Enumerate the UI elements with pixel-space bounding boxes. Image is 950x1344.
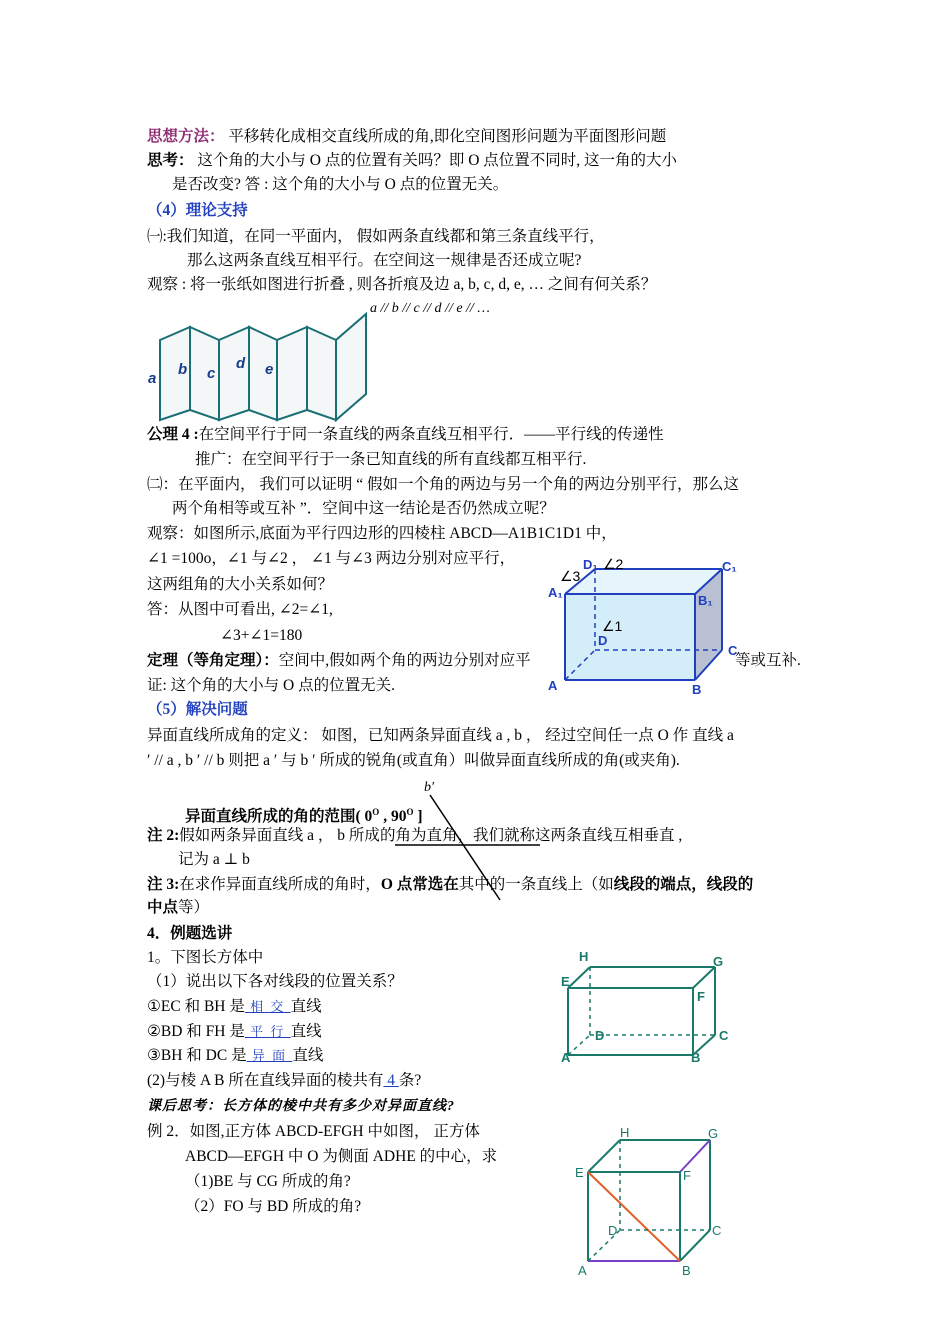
note-3-line (147, 875, 753, 895)
example-1-item2 (147, 1022, 322, 1042)
edge-BC (680, 1230, 710, 1261)
note-3-text-c: 其中的一条直线上（如 (458, 876, 614, 893)
para-2-line1: ㈡：在平面内， 我们可以证明 “ 假如一个角的两边与另一个角的两边分别平行，那么这 (147, 476, 740, 493)
axiom-4-generalization: 推广：在空间平行于一条已知直线的所有直线都互相平行. (195, 451, 587, 468)
label-C1: C₁ (722, 559, 737, 574)
box2-label-F: F (683, 1168, 691, 1183)
edge-FG (693, 967, 715, 988)
para-1-line2: 那么这两条直线互相平行。在空间这一规律是否还成立呢? (187, 252, 582, 269)
box2-label-E: E (575, 1165, 584, 1180)
think-line (147, 151, 677, 171)
example-2-q1: （1)BE 与 CG 所成的角? (185, 1173, 351, 1190)
fold-label-a: a (148, 370, 157, 387)
b-prime-label: b′ (424, 780, 435, 795)
example-2-line2: ABCD—EFGH 中 O 为侧面 ADHE 的中心，求 (185, 1148, 498, 1165)
box2-label-H: H (620, 1125, 630, 1140)
angle-question: 这两组角的大小关系如何？ (147, 576, 334, 593)
box1-label-G: G (713, 954, 724, 969)
prism-front-face (565, 594, 695, 680)
item1-suffix: 直线 (290, 998, 322, 1015)
label-A: A (548, 678, 558, 693)
fold-label-b: b (178, 361, 188, 378)
angle-range-end: ] (413, 808, 423, 826)
method-text: 平移转化成相交直线所成的角,即化空间图形问题为平面图形问题 (228, 128, 667, 145)
label-C: C (728, 643, 738, 658)
angle-range-sup1: O (372, 807, 380, 817)
examples-heading: 4．例题选讲 (147, 925, 233, 942)
think-text: 这个角的大小与 O 点的位置有关吗？即 O 点位置不同时, 这一角的大小 (197, 152, 678, 169)
note-3-text-a: 在求作异面直线所成的角时， (179, 876, 381, 893)
theorem-line (147, 651, 531, 671)
box1-label-D: D (595, 1028, 605, 1043)
theorem-label: 定理（等角定理）： (147, 652, 279, 669)
answer-line1: 答：从图中可看出, ∠2=∠1, (147, 601, 333, 618)
label-D1: D₁ (583, 557, 598, 572)
item2-suffix: 直线 (290, 1023, 322, 1040)
box1-label-A: A (561, 1050, 571, 1065)
example-2-q2: （2）FO 与 BD 所成的角? (185, 1198, 362, 1215)
folded-paper-figure (140, 310, 380, 425)
label-angle-3: ∠3 (560, 568, 581, 584)
fold-label-d: d (236, 355, 246, 372)
note-2-label: 注 2: (147, 827, 180, 844)
parallel-chain: a // b // c // d // e // … (370, 301, 490, 316)
cube-figure (570, 1125, 730, 1285)
box2-label-D: D (608, 1223, 618, 1238)
proof-line: 证: 这个角的大小与 O 点的位置无关. (147, 677, 396, 694)
note-2-text-b: 的角为直角，我们就称这两条直线互相垂直 , (379, 827, 683, 844)
q2-suffix: 条? (398, 1072, 422, 1089)
method-line (147, 127, 666, 147)
box2-label-C: C (712, 1223, 722, 1238)
box1-label-F: F (697, 989, 705, 1004)
example-1-item1 (147, 997, 322, 1017)
angle-range-label: 异面直线所成的角的范围( 0 (185, 808, 373, 826)
box1-label-B: B (691, 1050, 701, 1065)
fold-label-e: e (265, 361, 274, 378)
para-1-line1: ㈠:我们知道，在同一平面内， 假如两条直线都和第三条直线平行， (147, 228, 605, 245)
section-theory-heading: （4）理论支持 (147, 202, 248, 219)
angle-relations-text: ∠1 =100o，∠1 与∠2 ， ∠1 与∠3 两边分别对应平行， (147, 550, 516, 567)
item2-text: ②BD 和 FH 是 (147, 1023, 245, 1040)
think-answer: 是否改变? 答 : 这个角的大小与 O 点的位置无关。 (172, 176, 509, 193)
label-D: D (598, 633, 608, 648)
theorem-text: 空间中,假如两个角的两边分别对应平 (278, 652, 531, 669)
note-2-text-a: 假如两条异面直线 a ， b 所成 (179, 827, 380, 844)
box2-label-B: B (682, 1263, 691, 1278)
axiom-4-label: 公理 4 : (147, 426, 199, 443)
item1-answer: 相 交 (244, 999, 291, 1014)
item2-answer: 平 行 (244, 1024, 291, 1039)
edge-AD-hidden (568, 1035, 590, 1055)
example-1-q2 (147, 1071, 421, 1091)
fold-panel (219, 327, 249, 420)
prism-figure (540, 555, 760, 700)
fold-label-c: c (207, 365, 216, 382)
fold-panel (336, 314, 366, 420)
cuboid-figure (555, 950, 745, 1065)
example-1-q1: （1）说出以下各对线段的位置关系？ (147, 973, 403, 990)
answer-line2: ∠3+∠1=180 (220, 627, 303, 644)
theorem-tail: 等或互补. (735, 652, 801, 669)
note-3-midpoint: 中点 (147, 899, 179, 916)
fold-panel (277, 327, 307, 420)
fold-panel (307, 327, 336, 420)
item1-text: ①EC 和 BH 是 (147, 998, 245, 1015)
label-B: B (692, 682, 702, 697)
think-label: 思考： (147, 152, 194, 169)
item3-text: ③BH 和 DC 是 (147, 1047, 247, 1064)
box1-label-C: C (719, 1028, 729, 1043)
label-B1: B₁ (698, 593, 713, 608)
box1-label-E: E (561, 974, 570, 989)
angle-range-mid: , 90 (379, 808, 407, 826)
example-1-title: 1。下图长方体中 (147, 949, 264, 966)
note-3-line2 (147, 898, 209, 918)
observe-prism-text: 观察：如图所示,底面为平行四边形的四棱柱 ABCD—A1B1C1D1 中， (147, 525, 617, 542)
q2-answer: 4 (383, 1072, 399, 1089)
item3-suffix: 直线 (292, 1047, 324, 1064)
example-2-line1: 例 2．如图,正方体 ABCD-EFGH 中如图， 正方体 (147, 1123, 480, 1140)
label-A1: A₁ (548, 585, 563, 600)
q2-text: (2)与棱 A B 所在直线异面的棱共有 (147, 1072, 384, 1089)
section-solve-heading: （5）解决问题 (147, 701, 248, 718)
note-3-label: 注 3: (147, 876, 180, 893)
angle-range-sup2: O (406, 807, 414, 817)
note-3-text-b: O 点常选在 (380, 876, 459, 893)
homework-question: 课后思考：长方体的棱中共有多少对异面直线? (147, 1099, 455, 1114)
edge-EH (588, 1140, 620, 1172)
method-label: 思想方法： (147, 128, 225, 145)
axiom-4-text: 在空间平行于同一条直线的两条直线互相平行．——平行线的传递性 (198, 426, 664, 443)
label-angle-2: ∠2 (603, 556, 624, 572)
definition-line2: ′ // a , b ′ // b 则把 a ′ 与 b ′ 所成的锐角(或直角）叫做异面直线所成的角(或夹角). (147, 752, 680, 769)
note-3-text-d: 线段的端点，线段的 (613, 876, 754, 893)
box2-label-G: G (708, 1126, 719, 1141)
axiom-4-line (147, 425, 664, 445)
edge-EH (568, 967, 590, 988)
box1-label-H: H (579, 949, 589, 964)
item3-answer: 异 面 (246, 1048, 293, 1063)
para-2-line2: 两个角相等或互补 ”．空间中这一结论是否仍然成立呢？ (172, 500, 555, 517)
definition-line1: 异面直线所成角的定义： 如图，已知两条异面直线 a , b ， 经过空间任一点 O 作 直线 a (147, 727, 734, 744)
example-1-item3 (147, 1046, 323, 1066)
label-angle-1: ∠1 (602, 618, 623, 634)
perpendicular-notation: 记为 a ⊥ b (178, 851, 250, 868)
angle-range-line (185, 802, 423, 827)
box2-label-A: A (578, 1263, 587, 1278)
note-3-end: 等） (178, 899, 210, 916)
observe-fold-text: 观察 : 将一张纸如图进行折叠 , 则各折痕及边 a, b, c, d, e, … 之间有何关系？ (147, 276, 657, 293)
note-2-line (147, 826, 682, 846)
